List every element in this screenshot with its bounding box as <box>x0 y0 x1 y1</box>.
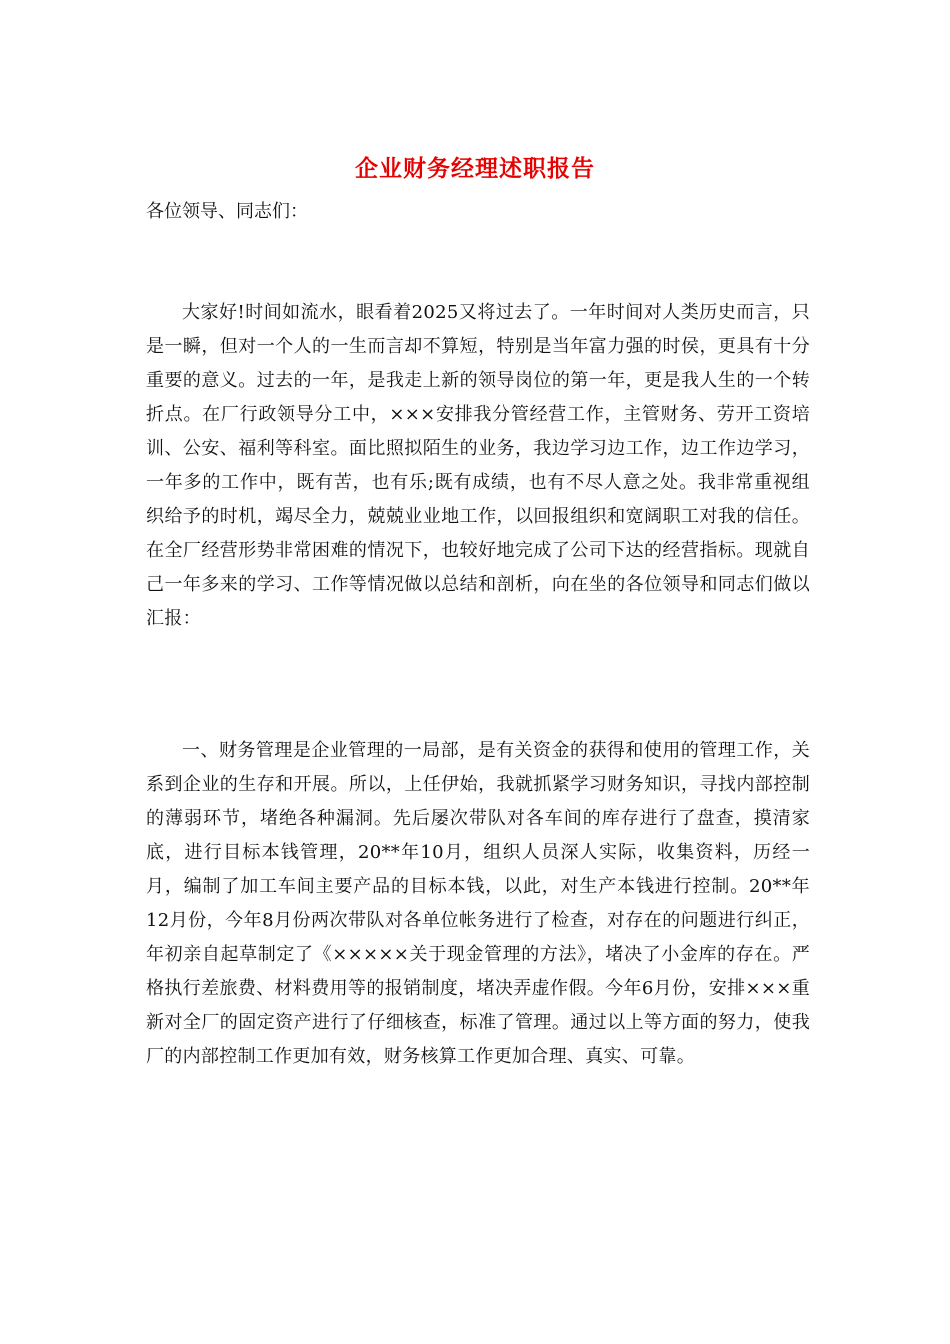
document-title: 企业财务经理述职报告 <box>355 155 595 182</box>
body-paragraph-intro: 大家好!时间如流水，眼看着2025又将过去了。一年时间对人类历史而言，只是一瞬，但对一个人的一生而言却不算短，特别是当年富力强的时侯，更具有十分重要的意义。过去的一年，是我走上新的领导岗位的第一年，更是我人生的一个转折点。在厂行政领导分工中，×××安排我分管经营工作，主管财务、劳开工资培训、公安、福利等科室。面比照拟陌生的业务，我边学习边工作，边工作边学习，一年多的工作中，既有苦，也有乐;既有成绩，也有不尽人意之处。我非常重视组织给予的时机，竭尽全力，兢兢业业地工作，以回报组织和宽阔职工对我的信任。在全厂经营形势非常困难的情况下，也较好地完成了公司下达的经营指标。现就自己一年多来的学习、工作等情况做以总结和剖析，向在坐的各位领导和同志们做以汇报： <box>146 302 810 629</box>
body-paragraph-finance-management: 一、财务管理是企业管理的一局部，是有关资金的获得和使用的管理工作，关系到企业的生存和开展。所以，上任伊始，我就抓紧学习财务知识，寻找内部控制的薄弱环节，堵绝各种漏洞。先后屡次带队对各车间的库存进行了盘查，摸清家底，进行目标本钱管理，20**年10月，组织人员深人实际，收集资料，历经一月，编制了加工车间主要产品的目标本钱，以此，对生产本钱进行控制。20**年12月份，今年8月份两次带队对各单位帐务进行了检查，对存在的问题进行纠正，年初亲自起草制定了《×××××关于现金管理的方法》，堵决了小金库的存在。严格执行差旅费、材料费用等的报销制度，堵决弄虚作假。今年6月份，安排×××重新对全厂的固定资产进行了仔细核查，标准了管理。通过以上等方面的努力，使我厂的内部控制工作更加有效，财务核算工作更加合理、真实、可靠。 <box>146 740 810 1067</box>
greeting-line: 各位领导、同志们： <box>146 201 308 222</box>
